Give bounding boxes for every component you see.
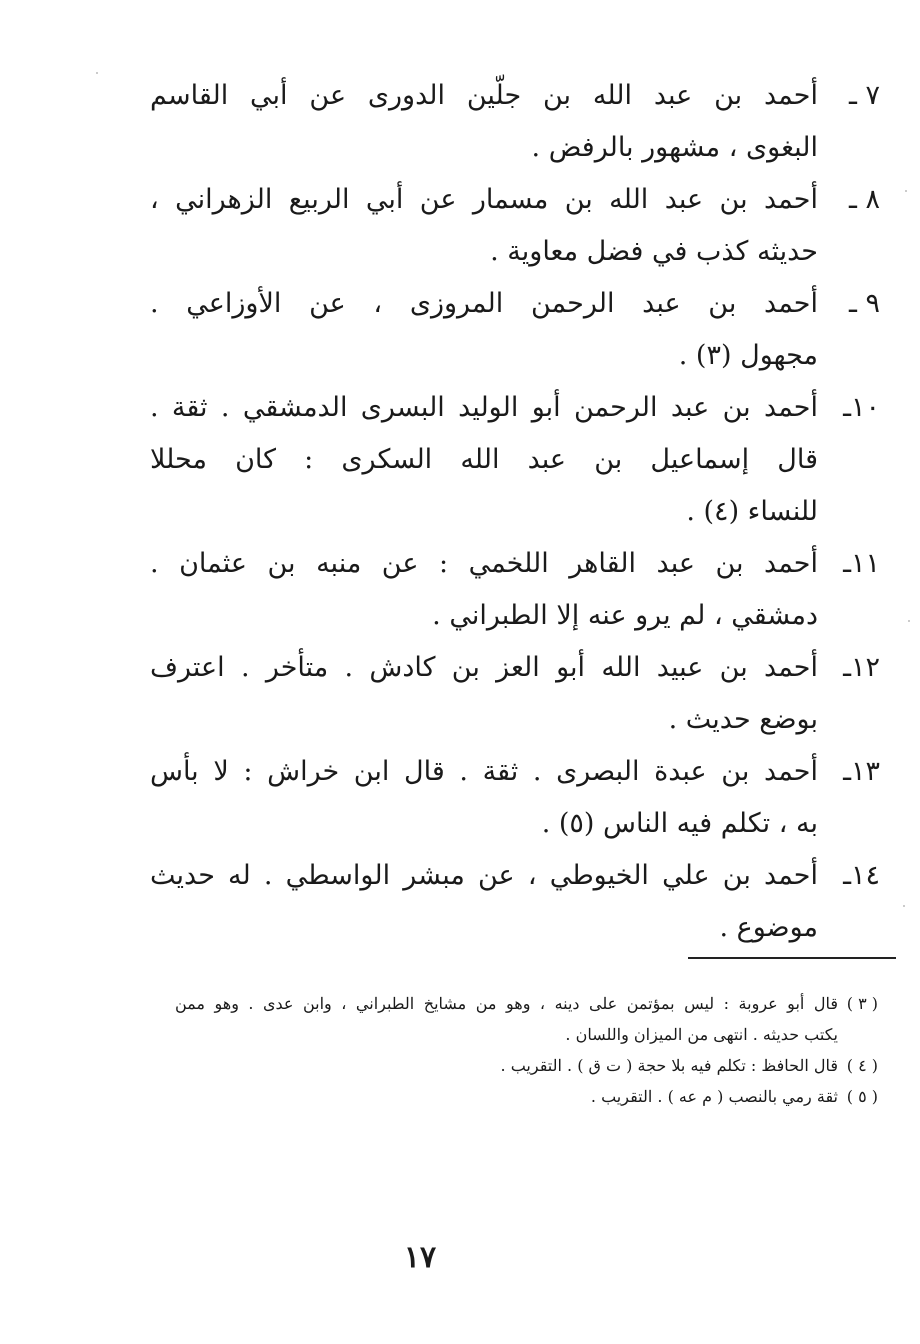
scan-speck (908, 620, 910, 622)
entry-line: مجهول (٣) . (678, 340, 818, 371)
footnote-4 (175, 1050, 878, 1081)
entry-11 (150, 538, 880, 642)
entry-line: أحمد بن عبد الرحمن أبو الوليد البسرى الدمشقي . ثقة . (150, 392, 818, 423)
entry-line: البغوى ، مشهور بالرفض . (531, 132, 818, 163)
entry-text (150, 382, 818, 538)
entry-line: حديثه كذب في فضل معاوية . (490, 236, 818, 267)
entry-text (150, 538, 818, 642)
footnote-line: يكتب حديثه . انتهى من الميزان واللسان . (565, 1025, 838, 1044)
entry-number: ١٤ـ (843, 860, 880, 891)
footnote-number: ( ٤ ) (846, 1056, 878, 1075)
entry-line: أحمد بن عبدة البصرى . ثقة . قال ابن خراش : لا بأس (150, 756, 818, 787)
footnote-line: قال الحافظ : تكلم فيه بلا حجة ( ت ق ) . التقريب . (500, 1056, 838, 1075)
entry-line: موضوع . (719, 912, 818, 943)
entry-line: قال إسماعيل بن عبد الله السكرى : كان محللا (150, 444, 818, 475)
entry-12 (150, 642, 880, 746)
entry-line: أحمد بن عبد الله بن مسمار عن أبي الربيع الزهراني ، (150, 184, 818, 215)
entry-line: أحمد بن عبيد الله أبو العز بن كادش . متأخر . اعترف (150, 652, 818, 683)
entry-line: بوضع حديث . (668, 704, 818, 735)
entries-list (150, 70, 880, 954)
entry-text (150, 746, 818, 850)
footnote-line: ثقة رمي بالنصب ( م عه ) . التقريب . (590, 1087, 838, 1106)
entry-text (150, 174, 818, 278)
entry-line: دمشقي ، لم يرو عنه إلا الطبراني . (432, 600, 818, 631)
scan-speck (903, 905, 905, 907)
entry-8 (150, 174, 880, 278)
scan-speck (905, 190, 907, 192)
footnote-text (175, 988, 838, 1050)
footnote-number: ( ٣ ) (846, 994, 878, 1013)
footnote-5 (175, 1081, 878, 1112)
entry-line: به ، تكلم فيه الناس (٥) . (541, 808, 818, 839)
footnote-text (175, 1081, 838, 1112)
entry-number: ٧ ـ (848, 80, 880, 111)
entry-number: ٩ ـ (848, 288, 880, 319)
entry-13 (150, 746, 880, 850)
entry-number: ٨ ـ (848, 184, 880, 215)
page-number: ١٧ (403, 1240, 437, 1275)
entry-text (150, 850, 818, 954)
entry-9 (150, 278, 880, 382)
footnote-text (175, 1050, 838, 1081)
entry-14 (150, 850, 880, 954)
footnotes (175, 988, 878, 1112)
entry-number: ١٣ـ (843, 756, 880, 787)
footnote-separator (688, 957, 896, 959)
entry-line: للنساء (٤) . (686, 496, 818, 527)
footnote-3 (175, 988, 878, 1050)
entry-number: ١٠ـ (843, 392, 880, 423)
entry-line: أحمد بن عبد الله بن جلّين الدورى عن أبي القاسم (150, 80, 818, 111)
footnote-line: قال أبو عروبة : ليس بمؤتمن على دينه ، وهو من مشايخ الطبراني ، وابن عدى . وهو ممن (175, 994, 838, 1013)
entry-10 (150, 382, 880, 538)
footnote-number: ( ٥ ) (846, 1087, 878, 1106)
scan-speck (96, 72, 98, 74)
entry-line: أحمد بن عبد الرحمن المروزى ، عن الأوزاعي . (150, 288, 818, 319)
entry-text (150, 70, 818, 174)
entry-line: أحمد بن علي الخيوطي ، عن مبشر الواسطي . له حديث (150, 860, 818, 891)
entry-number: ١١ـ (843, 548, 880, 579)
entry-line: أحمد بن عبد القاهر اللخمي : عن منبه بن عثمان . (150, 548, 818, 579)
entry-text (150, 642, 818, 746)
entry-text (150, 278, 818, 382)
entry-7 (150, 70, 880, 174)
entry-number: ١٢ـ (843, 652, 880, 683)
